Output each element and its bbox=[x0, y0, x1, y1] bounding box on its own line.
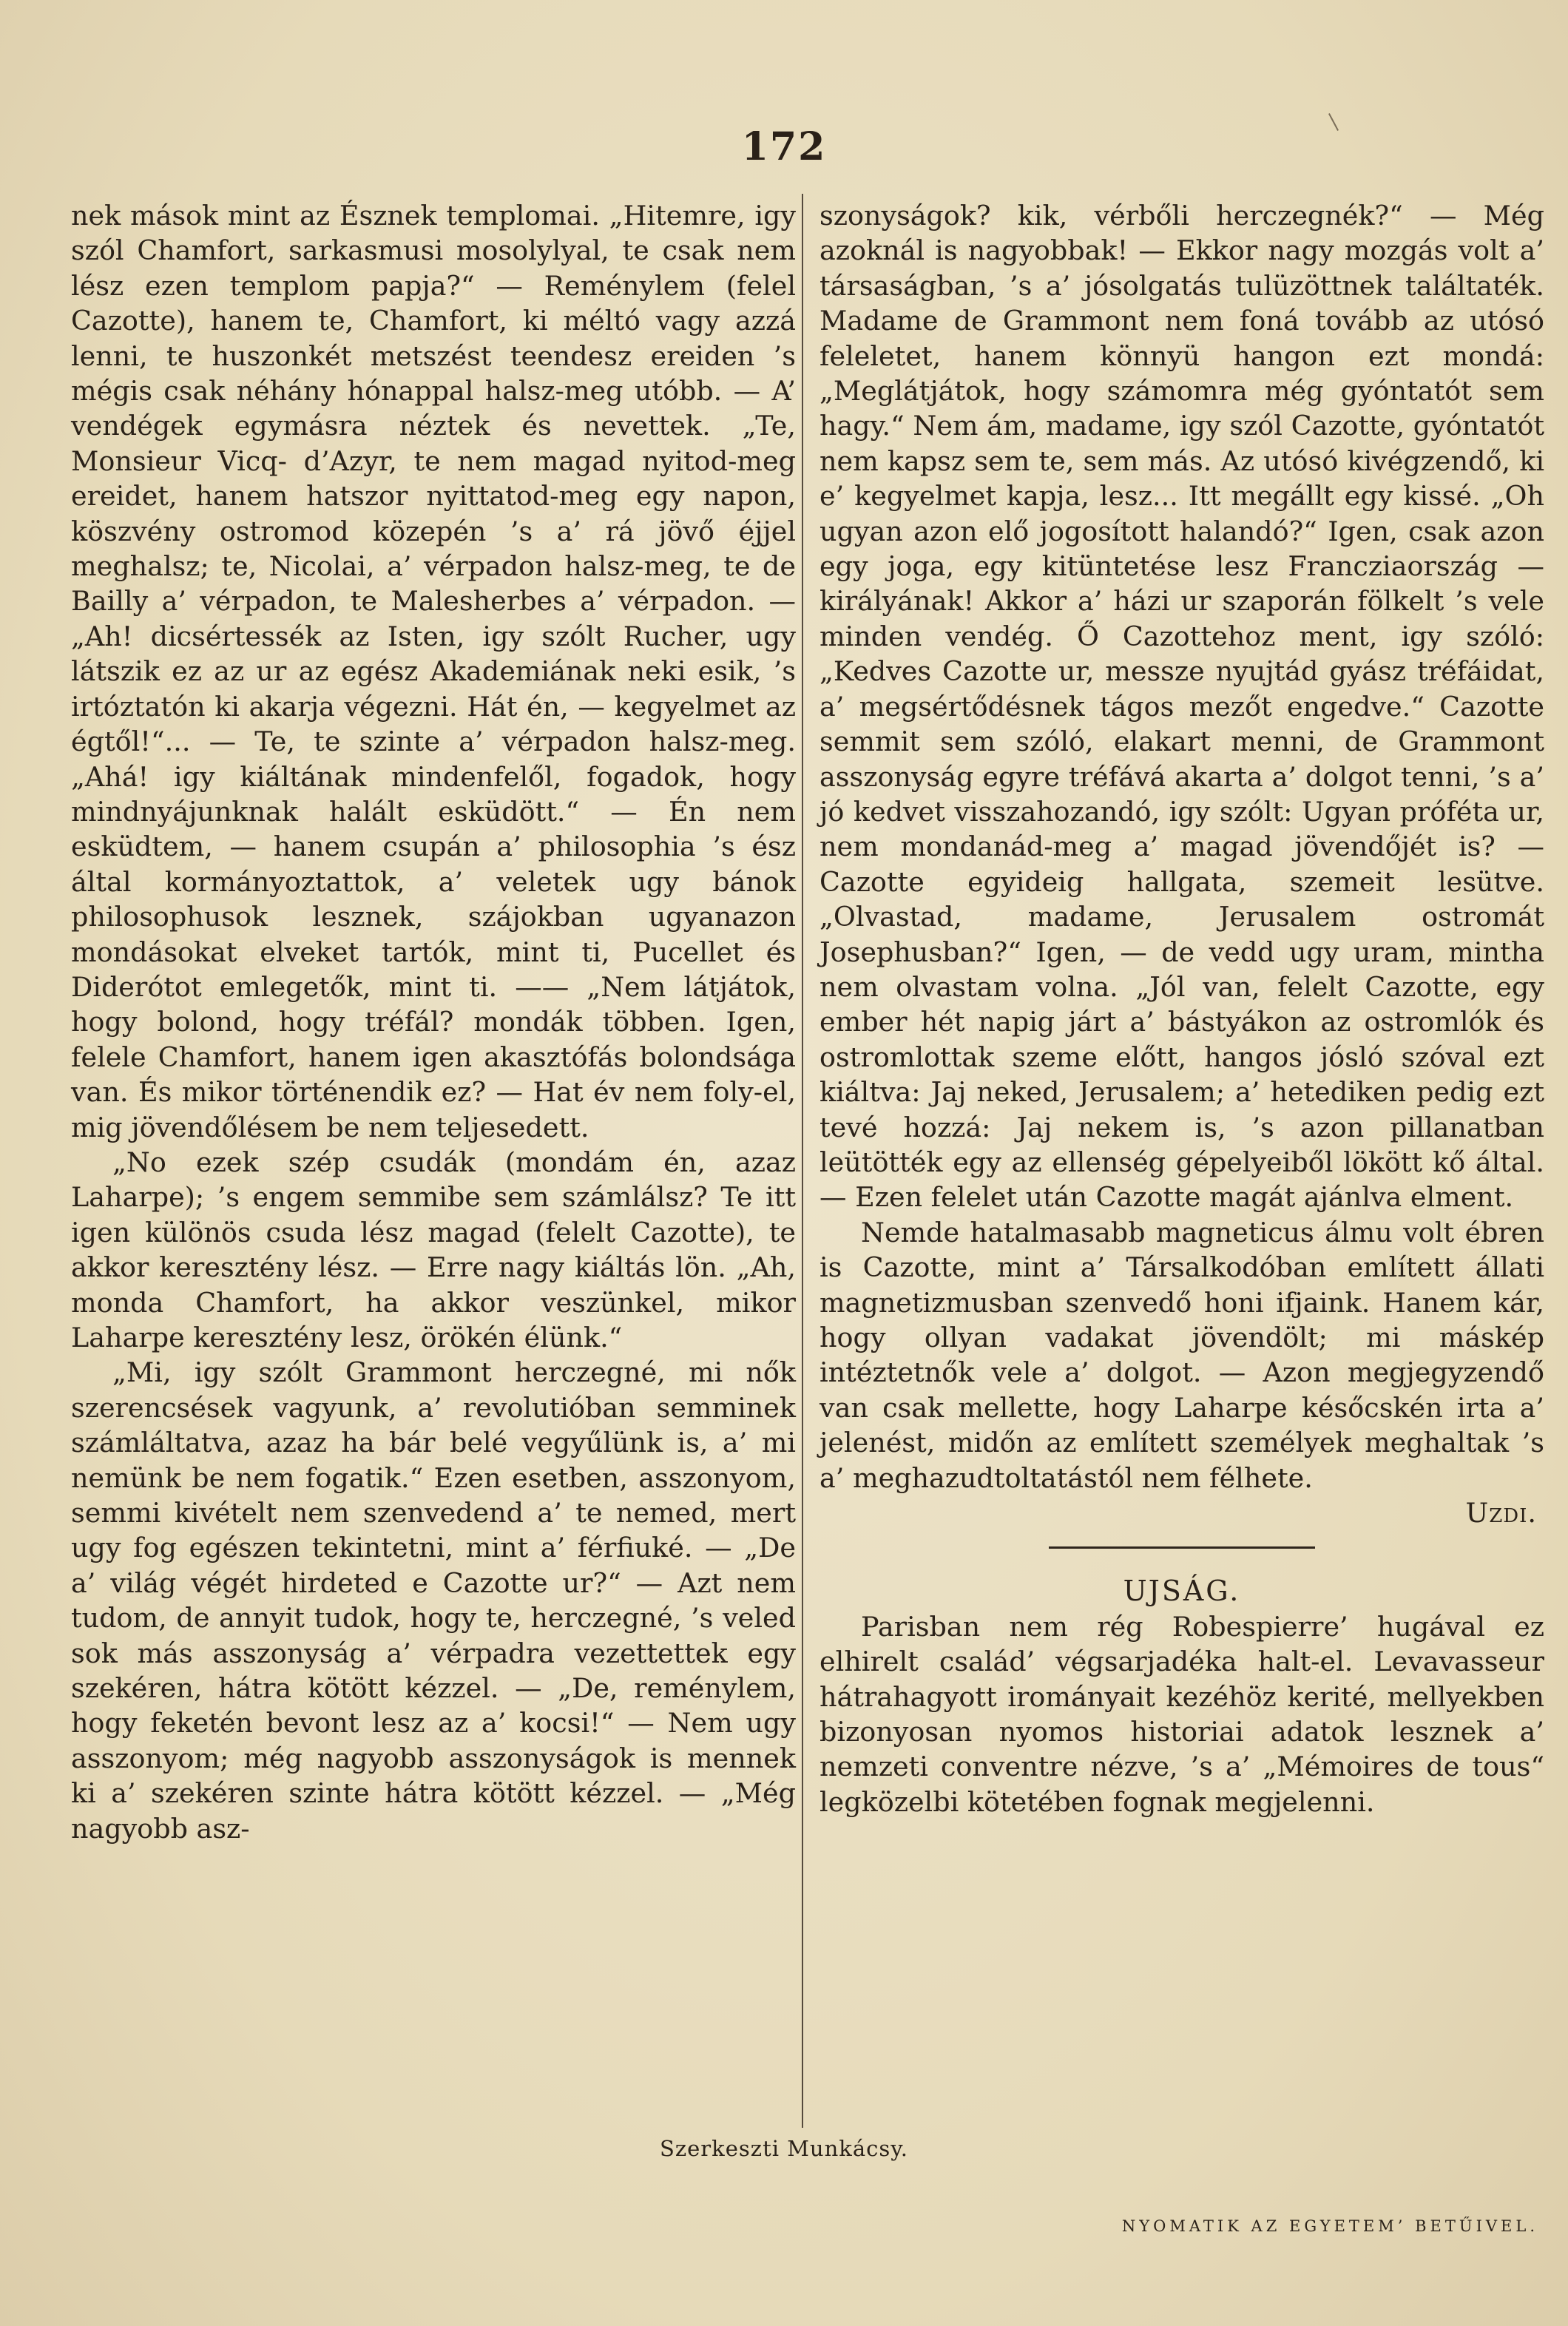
printer-credit: NYOMATIK AZ EGYETEM’ BETŰIVEL. bbox=[1121, 2217, 1538, 2235]
left-paragraph-1: nek mások mint az Észnek templomai. „Hitemre, igy szól Chamfort, sarkasmusi mosolylyal, te csak nem lész ezen templom papja?“ — Reménylem (felel Cazotte), hanem te, Chamfort, ki méltó vagy azzá lenni, te huszonkét metszést teendesz ereiden ’s mégis csak néhány hónappal halsz-meg utóbb. — A’ vendégek egymásra néztek és nevettek. „Te, Monsieur Vicq- d’Azyr, te nem magad nyitod-meg ereidet, hanem hatszor nyittatod-meg egy napon, köszvény ostromod közepén ’s a’ rá jövő éjjel meghalsz; te, Nicolai, a’ vérpadon halsz-meg, te de Bailly a’ vérpadon, te Malesherbes a’ vérpadon. — „Ah! dicsértessék az Isten, igy szólt Rucher, ugy látszik ez az ur az egész Akademiának neki esik, ’s irtóztatón ki akarja végezni. Hát én, — kegyelmet az égtől!“... — Te, te szinte a’ vérpadon halsz-meg. „Ahá! igy kiáltának mindenfelől, fogadok, hogy mindnyájunknak halált esküdött.“ — Én nem esküdtem, — hanem csupán a’ philosophia ’s ész által kormányoztattok, a’ veletek ugy bánok philosophusok lesznek, szájokban ugyanazon mondásokat elveket tartók, mint ti, Pucellet és Diderótot emlegetők, mint ti. —— „Nem látjátok, hogy bolond, hogy tréfál? mondák többen. Igen, felele Chamfort, hanem igen akasztófás bolondsága van. És mikor történendik ez? — Hat év nem foly-el, mig jövendőlésem be nem teljesedett. bbox=[71, 200, 796, 1143]
left-column bbox=[71, 198, 796, 1846]
column-divider bbox=[802, 194, 803, 2128]
left-paragraph-3: „Mi, igy szólt Grammont herczegné, mi nők szerencsések vagyunk, a’ revolutióban semminek számláltatva, azaz ha bár belé vegyűlünk is, a’ mi nemünk be nem fogatik.“ Ezen esetben, asszonyom, semmi kivételt nem szenvedend a’ te nemed, mert ugy fog egészen tekintetni, mint a’ férfiuké. — „De a’ világ végét hirdeted e Cazotte ur?“ — Azt nem tudom, de annyit tudok, hogy te, herczegné, ’s veled sok más asszonyság a’ vérpadra vezettettek egy szekéren, hátra kötött kézzel. — „De, reménylem, hogy feketén bevont lesz az a’ kocsi!“ — Nem ugy asszonyom; még nagyobb asszonyságok is mennek ki a’ szekéren szinte hátra kötött kézzel. — „Még nagyobb asz- bbox=[71, 1356, 796, 1845]
news-paragraph: Parisban nem rég Robespierre’ hugával ez elhirelt család’ végsarjadéka halt-el. Levavasseur hátrahagyott irományait kezéhöz kerité, mellyekben bizonyosan nyomos historiai adatok lesznek a’ nemzeti conventre nézve, ’s a’ „Mémoires de tous“ legközelbi kötetében fognak megjelenni. bbox=[820, 1610, 1544, 1818]
news-heading: UJSÁG. bbox=[1123, 1575, 1241, 1608]
author-signature: Uzdi. bbox=[1465, 1497, 1537, 1529]
right-paragraph-1: szonyságok? kik, vérbőli herczegnék?“ — Még azoknál is nagyobbak! — Ekkor nagy mozgás volt a’ társaságban, ’s a’ jósolgatás tulüzöttnek találtaték. Madame de Grammont nem foná tovább az utósó feleletet, hanem könnyü hangon ezt mondá: „Meglátjátok, hogy számomra még gyóntatót sem hagy.“ Nem ám, madame, igy szól Cazotte, gyóntatót nem kapsz sem te, sem más. Az utósó kivégzendő, ki e’ kegyelmet kapja, lesz... Itt megállt egy kissé. „Oh ugyan azon elő jogosított halandó?“ Igen, csak azon egy joga, egy kitüntetése lesz Francziaország — királyának! Akkor a’ házi ur szaporán fölkelt ’s vele minden vendég. Ő Cazottehoz ment, igy szóló: „Kedves Cazotte ur, messze nyujtád gyász tréfáidat, a’ megsértődésnek tágos mezőt engedve.“ Cazotte semmit sem szóló, elakart menni, de Grammont asszonyság egyre tréfává akarta a’ dolgot tenni, ’s a’ jó kedvet visszahozandó, igy szólt: Ugyan próféta ur, nem mondanád-meg a’ magad jövendőjét is? — Cazotte egyideig hallgata, szemeit lesütve. „Olvastad, madame, Jerusalem ostromát Josephusban?“ Igen, — de vedd ugy uram, mintha nem olvastam volna. „Jól van, felelt Cazotte, egy ember hét napig járt a’ bástyákon az ostromlók és ostromlottak szeme előtt, hangos jósló szóval ezt kiáltva: Jaj neked, Jerusalem; a’ hetediken pedig ezt tevé hozzá: Jaj nekem is, ’s azon pillanatban leütötték egy az ellenség gépelyeiből lökött kő által. — Ezen felelet után Cazotte magát ajánlva elment. bbox=[820, 200, 1544, 1214]
right-column bbox=[820, 198, 1544, 1819]
right-paragraph-2: Nemde hatalmasabb magneticus álmu volt ébren is Cazotte, mint a’ Társalkodóban említett állati magnetizmusban szenvedő honi ifjaink. Hanem kár, hogy ollyan vadakat jövendölt; mi máskép intéztetnők vele a’ dolgot. — Azon megjegyzendő van csak mellette, hogy Laharpe későcskén irta a’ jelenést, midőn az említett személyek meghaltak ’s a’ meghazudtoltatástól nem félhete. bbox=[820, 1216, 1544, 1494]
left-paragraph-2: „No ezek szép csudák (mondám én, azaz Laharpe); ’s engem semmibe sem számlálsz? Te itt igen különös csuda lész magad (felelt Cazotte), te akkor keresztény lész. — Erre nagy kiáltás lön. „Ah, monda Chamfort, ha akkor veszünkel, mikor Laharpe keresztény lesz, örökén élünk.“ bbox=[71, 1146, 796, 1353]
editor-credit: Szerkeszti Munkácsy. bbox=[660, 2136, 908, 2161]
section-rule bbox=[1049, 1546, 1315, 1549]
page-number: 172 bbox=[741, 124, 827, 169]
